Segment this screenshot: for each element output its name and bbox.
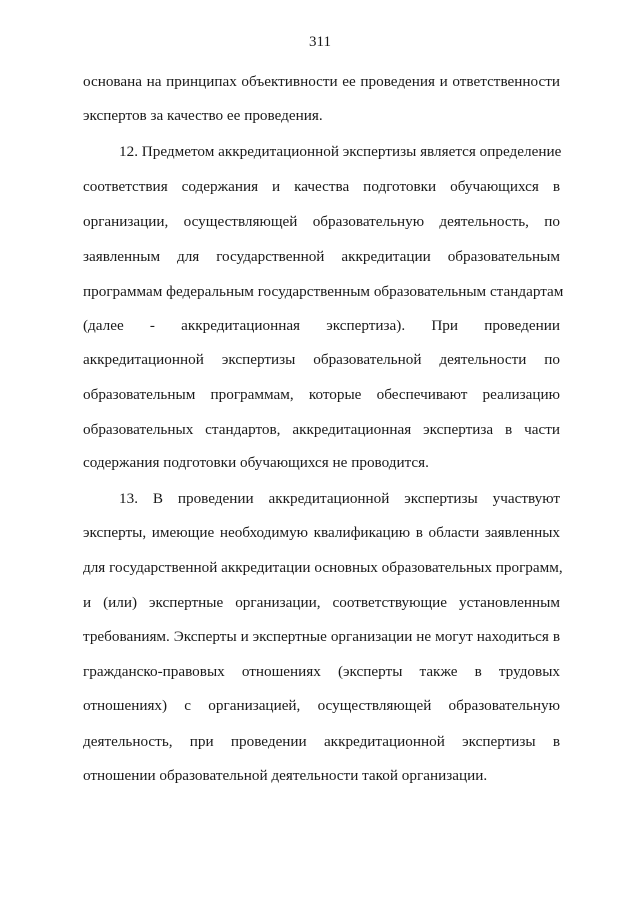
page-number: 311 bbox=[309, 34, 331, 50]
text-line: аккредитационной экспертизы образовательной деятельности по bbox=[83, 351, 560, 368]
text-line: программам федеральным государственным образовательным стандартам bbox=[83, 283, 564, 300]
text-line: образовательным программам, которые обеспечивают реализацию bbox=[83, 386, 560, 403]
text-line: соответствия содержания и качества подготовки обучающихся в bbox=[83, 178, 560, 195]
text-line: и (или) экспертные организации, соответствующие установленным bbox=[83, 594, 560, 611]
text-line: организации, осуществляющей образовательную деятельность, по bbox=[83, 213, 560, 230]
text-line: деятельность, при проведении аккредитационной экспертизы в bbox=[83, 733, 560, 750]
paragraph-12-first-line: 12. Предметом аккредитационной экспертизы является определение bbox=[119, 143, 562, 160]
text-line: требованиям. Эксперты и экспертные организации не могут находиться в bbox=[83, 628, 560, 645]
text-line: гражданско-правовых отношениях (эксперты также в трудовых bbox=[83, 663, 560, 680]
text-line: основана на принципах объективности ее проведения и ответственности bbox=[83, 73, 560, 90]
paragraph-13-first-line: 13. В проведении аккредитационной экспертизы участвуют bbox=[119, 490, 560, 507]
text-line: отношениях) с организацией, осуществляющей образовательную bbox=[83, 697, 560, 714]
text-line: эксперты, имеющие необходимую квалификацию в области заявленных bbox=[83, 524, 560, 541]
text-line: экспертов за качество ее проведения. bbox=[83, 107, 323, 124]
text-line: содержания подготовки обучающихся не проводится. bbox=[83, 454, 429, 471]
text-line: образовательных стандартов, аккредитационная экспертиза в части bbox=[83, 421, 560, 438]
text-line: заявленным для государственной аккредитации образовательным bbox=[83, 248, 560, 265]
text-line: отношении образовательной деятельности такой организации. bbox=[83, 767, 488, 784]
text-line: (далее - аккредитационная экспертиза). При проведении bbox=[83, 317, 560, 334]
text-line: для государственной аккредитации основных образовательных программ, bbox=[83, 559, 563, 576]
